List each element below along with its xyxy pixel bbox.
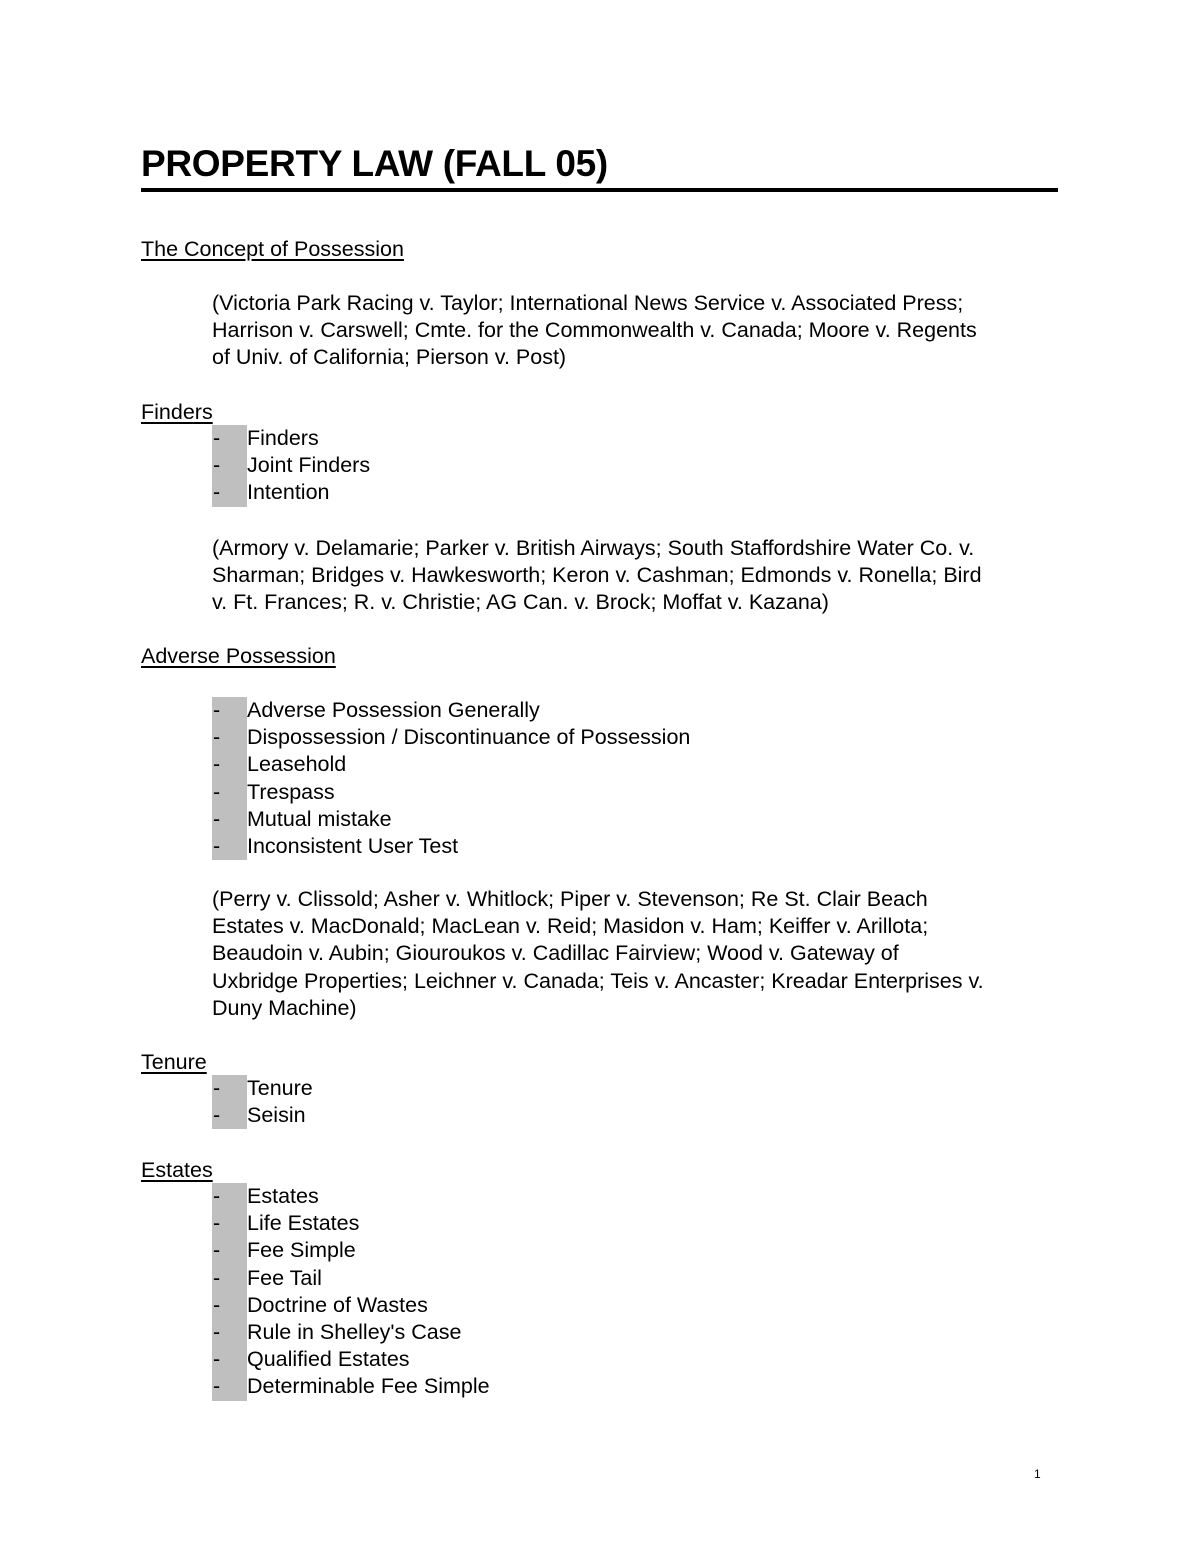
topic-list-adverse-possession bbox=[212, 697, 690, 860]
list-item-label: Tenure bbox=[247, 1076, 313, 1100]
list-item-label: Qualified Estates bbox=[247, 1347, 410, 1372]
section-heading-tenure: Tenure bbox=[141, 1050, 207, 1074]
list-item-label: Adverse Possession Generally bbox=[247, 698, 540, 722]
list-item-label: Fee Simple bbox=[247, 1238, 356, 1263]
case-line: Harrison v. Carswell; Cmte. for the Commonwealth v. Canada; Moore v. Regents bbox=[212, 318, 977, 343]
list-item-label: Inconsistent User Test bbox=[247, 833, 459, 858]
bullet-dash: - bbox=[212, 452, 247, 479]
list-item bbox=[212, 779, 690, 806]
list-item-label: Leasehold bbox=[247, 752, 347, 777]
case-line: Duny Machine) bbox=[212, 995, 357, 1020]
page-number: 1 bbox=[1034, 1467, 1041, 1481]
case-line: Beaudoin v. Aubin; Giouroukos v. Cadillac Fairview; Wood v. Gateway of bbox=[212, 941, 899, 966]
list-item bbox=[212, 1265, 490, 1292]
section-heading-concept-of-possession: The Concept of Possession bbox=[141, 237, 404, 261]
list-item bbox=[212, 697, 690, 724]
case-line: Sharman; Bridges v. Hawkesworth; Keron v. Cashman; Edmonds v. Ronella; Bird bbox=[212, 563, 982, 588]
list-item bbox=[212, 1373, 490, 1400]
bullet-dash: - bbox=[212, 724, 247, 751]
list-item bbox=[212, 452, 370, 479]
bullet-dash: - bbox=[212, 1102, 247, 1129]
bullet-dash: - bbox=[212, 806, 247, 833]
list-item-label: Mutual mistake bbox=[247, 806, 392, 831]
list-item-label: Life Estates bbox=[247, 1211, 360, 1236]
list-item bbox=[212, 479, 370, 506]
document-title: PROPERTY LAW (FALL 05) bbox=[141, 142, 1058, 192]
case-line: (Perry v. Clissold; Asher v. Whitlock; Piper v. Stevenson; Re St. Clair Beach bbox=[212, 887, 928, 911]
list-item-label: Estates bbox=[247, 1184, 319, 1208]
case-line: of Univ. of California; Pierson v. Post) bbox=[212, 345, 567, 370]
case-line: v. Ft. Frances; R. v. Christie; AG Can. v. Brock; Moffat v. Kazana) bbox=[212, 590, 829, 615]
list-item-label: Determinable Fee Simple bbox=[247, 1374, 490, 1399]
bullet-dash: - bbox=[212, 1346, 247, 1373]
bullet-dash: - bbox=[212, 833, 247, 860]
case-line: Estates v. MacDonald; MacLean v. Reid; Masidon v. Ham; Keiffer v. Arillota; bbox=[212, 914, 929, 939]
bullet-dash: - bbox=[212, 751, 247, 778]
bullet-dash: - bbox=[212, 1210, 247, 1237]
bullet-dash: - bbox=[212, 697, 247, 724]
list-item-label: Joint Finders bbox=[247, 453, 371, 478]
case-list-finders bbox=[212, 535, 1062, 617]
bullet-dash: - bbox=[212, 425, 247, 452]
bullet-dash: - bbox=[212, 1237, 247, 1264]
list-item bbox=[212, 806, 690, 833]
list-item-label: Dispossession / Discontinuance of Possession bbox=[247, 725, 691, 750]
case-line: (Victoria Park Racing v. Taylor; International News Service v. Associated Press; bbox=[212, 291, 964, 315]
list-item bbox=[212, 1102, 313, 1129]
case-line: (Armory v. Delamarie; Parker v. British Airways; South Staffordshire Water Co. v. bbox=[212, 536, 975, 560]
bullet-dash: - bbox=[212, 779, 247, 806]
list-item-label: Rule in Shelley's Case bbox=[247, 1319, 462, 1344]
list-item bbox=[212, 833, 690, 860]
bullet-dash: - bbox=[212, 1373, 247, 1400]
section-heading-finders: Finders bbox=[141, 400, 213, 424]
list-item-label: Seisin bbox=[247, 1103, 306, 1128]
bullet-dash: - bbox=[212, 479, 247, 506]
case-list-concept-of-possession bbox=[212, 290, 1062, 372]
list-item bbox=[212, 1075, 313, 1102]
list-item-label: Intention bbox=[247, 480, 330, 505]
list-item bbox=[212, 1292, 490, 1319]
case-list-adverse-possession bbox=[212, 886, 1062, 1022]
list-item bbox=[212, 1237, 490, 1264]
section-heading-adverse-possession: Adverse Possession bbox=[141, 644, 336, 668]
list-item bbox=[212, 1210, 490, 1237]
case-line: Uxbridge Properties; Leichner v. Canada; Teis v. Ancaster; Kreadar Enterprises v. bbox=[212, 968, 984, 993]
list-item-label: Finders bbox=[247, 426, 319, 450]
list-item bbox=[212, 1346, 490, 1373]
list-item bbox=[212, 724, 690, 751]
list-item bbox=[212, 1319, 490, 1346]
section-heading-estates: Estates bbox=[141, 1158, 213, 1182]
bullet-dash: - bbox=[212, 1265, 247, 1292]
list-item bbox=[212, 425, 370, 452]
bullet-dash: - bbox=[212, 1183, 247, 1210]
bullet-dash: - bbox=[212, 1075, 247, 1102]
list-item-label: Fee Tail bbox=[247, 1265, 322, 1290]
bullet-dash: - bbox=[212, 1292, 247, 1319]
bullet-dash: - bbox=[212, 1319, 247, 1346]
topic-list-tenure bbox=[212, 1075, 313, 1129]
list-item-label: Doctrine of Wastes bbox=[247, 1292, 428, 1317]
topic-list-estates bbox=[212, 1183, 490, 1401]
list-item bbox=[212, 751, 690, 778]
list-item-label: Trespass bbox=[247, 779, 335, 804]
list-item bbox=[212, 1183, 490, 1210]
topic-list-finders bbox=[212, 425, 370, 507]
